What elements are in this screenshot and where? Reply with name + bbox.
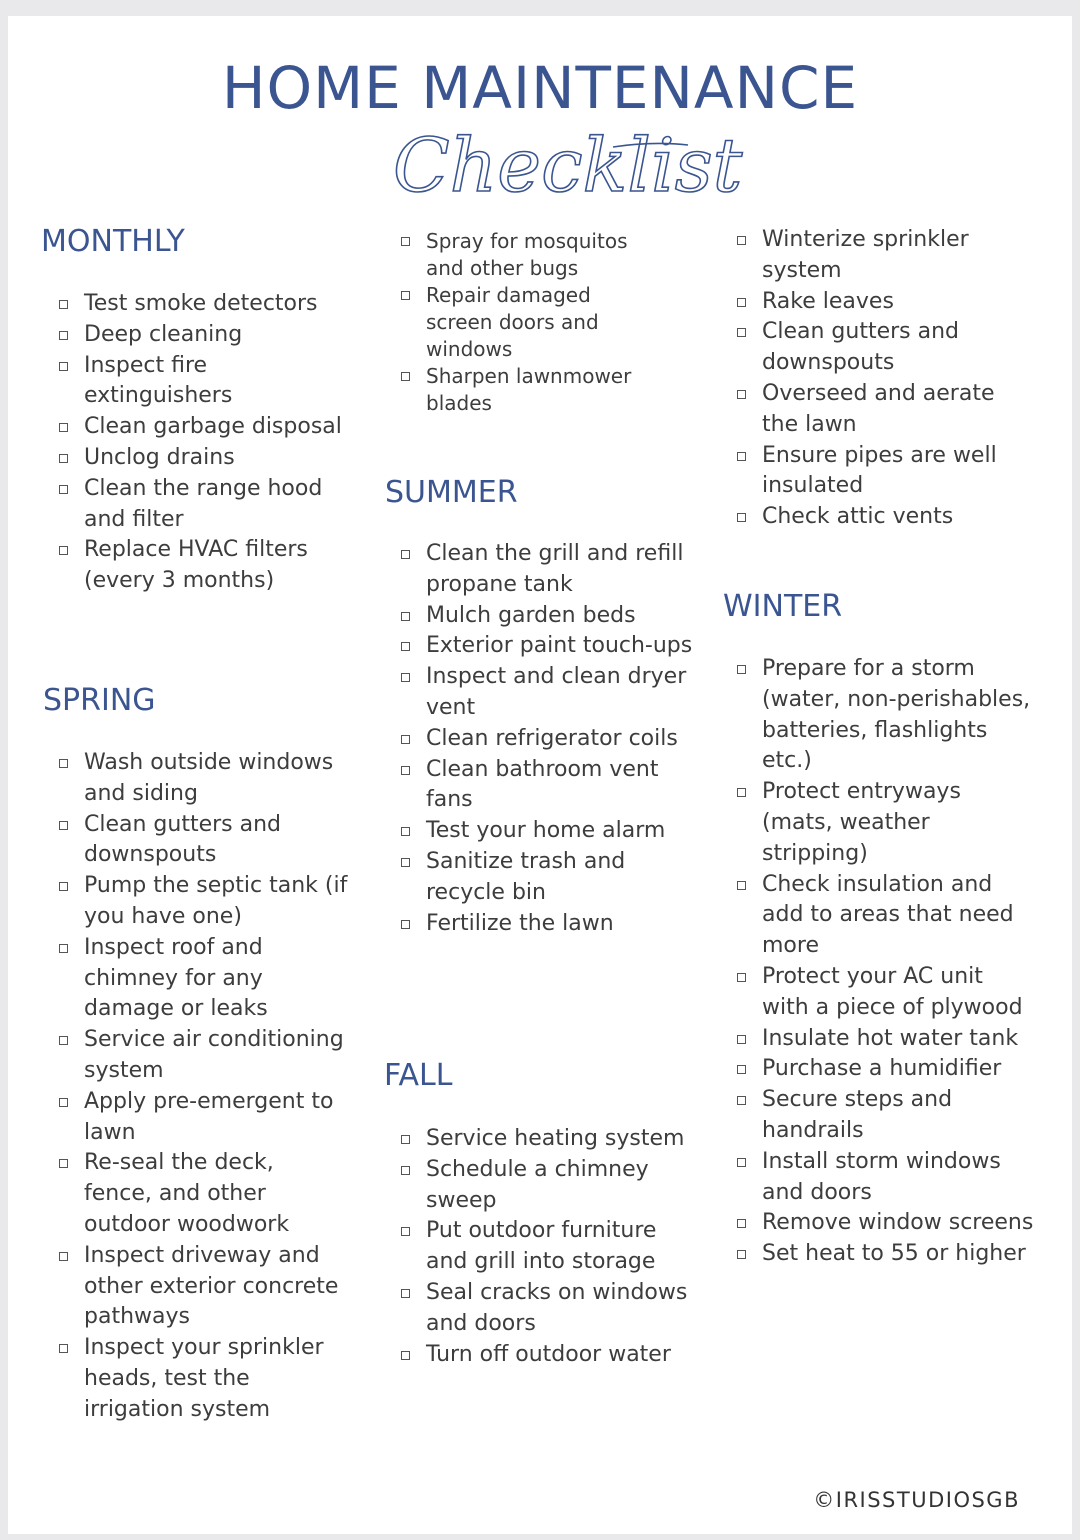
list-item[interactable]: Deep cleaning [56, 320, 348, 351]
checkbox-icon[interactable] [737, 1219, 746, 1228]
copyright-text: ©IRISSTUDIOSGB [813, 1488, 1020, 1512]
checkbox-icon[interactable] [59, 485, 68, 494]
checkbox-icon[interactable] [401, 1166, 410, 1175]
list-item[interactable]: Turn off outdoor water [398, 1340, 690, 1371]
checkbox-icon[interactable] [401, 1227, 410, 1236]
checkbox-icon[interactable] [737, 881, 746, 890]
section-heading-monthly: MONTHLY [41, 224, 185, 259]
list-item[interactable]: Inspect fire extinguishers [56, 351, 348, 413]
checkbox-icon[interactable] [401, 550, 410, 559]
checkbox-icon[interactable] [401, 920, 410, 929]
checkbox-icon[interactable] [737, 1250, 746, 1259]
monthly-list [56, 289, 348, 597]
list-item[interactable]: Clean gutters and downspouts [56, 810, 348, 872]
checkbox-icon[interactable] [737, 513, 746, 522]
checkbox-icon[interactable] [59, 546, 68, 555]
list-item[interactable]: Prepare for a storm (water, non-perishables, batteries, flashlights etc.) [734, 654, 1034, 777]
list-item[interactable]: Protect your AC unit with a piece of plywood [734, 962, 1034, 1024]
checkbox-icon[interactable] [59, 882, 68, 891]
svg-text:Checklist: Checklist [393, 123, 743, 209]
list-item[interactable]: Mulch garden beds [398, 601, 694, 632]
list-item[interactable]: Inspect driveway and other exterior concrete pathways [56, 1241, 348, 1333]
checkbox-icon[interactable] [737, 665, 746, 674]
checkbox-icon[interactable] [401, 1289, 410, 1298]
checkbox-icon[interactable] [59, 759, 68, 768]
checkbox-icon[interactable] [401, 766, 410, 775]
list-item[interactable]: Remove window screens [734, 1208, 1034, 1239]
list-item[interactable]: Pump the septic tank (if you have one) [56, 871, 348, 933]
checkbox-icon[interactable] [59, 454, 68, 463]
checkbox-icon[interactable] [737, 788, 746, 797]
list-item[interactable]: Inspect roof and chimney for any damage or leaks [56, 933, 348, 1025]
list-item[interactable]: Seal cracks on windows and doors [398, 1278, 690, 1340]
list-item[interactable]: Secure steps and handrails [734, 1085, 1034, 1147]
checkbox-icon[interactable] [59, 1344, 68, 1353]
list-item[interactable]: Install storm windows and doors [734, 1147, 1034, 1209]
checkbox-icon[interactable] [401, 1135, 410, 1144]
list-item[interactable]: Set heat to 55 or higher [734, 1239, 1034, 1270]
list-item[interactable]: Exterior paint touch-ups [398, 631, 694, 662]
section-heading-fall: FALL [384, 1058, 453, 1093]
checkbox-icon[interactable] [59, 1252, 68, 1261]
list-item[interactable]: Unclog drains [56, 443, 348, 474]
page-title: HOME MAINTENANCE [221, 54, 859, 122]
checkbox-icon[interactable] [737, 452, 746, 461]
list-item[interactable]: Clean the range hood and filter [56, 474, 348, 536]
section-heading-spring: SPRING [43, 683, 156, 718]
list-item[interactable]: Overseed and aerate the lawn [734, 379, 1024, 441]
checkbox-icon[interactable] [59, 944, 68, 953]
list-item[interactable]: Check attic vents [734, 502, 1024, 533]
list-item[interactable]: Service air conditioning system [56, 1025, 348, 1087]
summer-list [398, 539, 694, 939]
checkbox-icon[interactable] [737, 1158, 746, 1167]
list-item[interactable]: Schedule a chimney sweep [398, 1155, 690, 1217]
checkbox-icon[interactable] [59, 300, 68, 309]
list-item[interactable]: Protect entryways (mats, weather stripping) [734, 777, 1034, 869]
checkbox-icon[interactable] [401, 858, 410, 867]
checkbox-icon[interactable] [401, 612, 410, 621]
list-item[interactable]: Apply pre-emergent to lawn [56, 1087, 348, 1149]
section-heading-summer: SUMMER [385, 475, 518, 510]
section-heading-winter: WINTER [723, 589, 843, 624]
checkbox-icon[interactable] [737, 328, 746, 337]
checkbox-icon[interactable] [59, 821, 68, 830]
list-item[interactable]: Wash outside windows and siding [56, 748, 348, 810]
spring-list [56, 748, 348, 1426]
checkbox-icon[interactable] [401, 735, 410, 744]
list-item[interactable]: Clean the grill and refill propane tank [398, 539, 694, 601]
list-item[interactable]: Service heating system [398, 1124, 690, 1155]
fall-continued-list [734, 225, 1024, 533]
checkbox-icon[interactable] [59, 423, 68, 432]
checkbox-icon[interactable] [401, 1351, 410, 1360]
checkbox-icon[interactable] [737, 390, 746, 399]
checkbox-icon[interactable] [401, 372, 410, 381]
list-item[interactable]: Ensure pipes are well insulated [734, 441, 1024, 503]
checkbox-icon[interactable] [59, 331, 68, 340]
spring-continued-list [398, 228, 658, 417]
list-item[interactable]: Inspect and clean dryer vent [398, 662, 694, 724]
list-item[interactable]: Inspect your sprinkler heads, test the irrigation system [56, 1333, 348, 1425]
checkbox-icon[interactable] [401, 237, 410, 246]
checklist-page [8, 16, 1072, 1534]
checkbox-icon[interactable] [401, 642, 410, 651]
checkbox-icon[interactable] [59, 1098, 68, 1107]
checkbox-icon[interactable] [401, 827, 410, 836]
fall-list [398, 1124, 690, 1370]
list-item[interactable]: Repair damaged screen doors and windows [398, 282, 658, 363]
winter-list [734, 654, 1034, 1270]
checkbox-icon[interactable] [737, 973, 746, 982]
checklist-script-title [383, 111, 743, 221]
list-item[interactable]: Purchase a humidifier [734, 1054, 1034, 1085]
checkbox-icon[interactable] [737, 1065, 746, 1074]
list-item[interactable]: Sanitize trash and recycle bin [398, 847, 694, 909]
list-item[interactable]: Sharpen lawnmower blades [398, 363, 658, 417]
list-item[interactable]: Rake leaves [734, 287, 1024, 318]
list-item[interactable]: Test your home alarm [398, 816, 694, 847]
checkbox-icon[interactable] [737, 1096, 746, 1105]
list-item[interactable]: Clean bathroom vent fans [398, 755, 694, 817]
checkbox-icon[interactable] [59, 1036, 68, 1045]
list-item[interactable]: Re-seal the deck, fence, and other outdoor woodwork [56, 1148, 348, 1240]
list-item[interactable]: Fertilize the lawn [398, 909, 694, 940]
checkbox-icon[interactable] [737, 236, 746, 245]
list-item[interactable]: Clean refrigerator coils [398, 724, 694, 755]
list-item[interactable]: Spray for mosquitos and other bugs [398, 228, 658, 282]
checkbox-icon[interactable] [401, 673, 410, 682]
list-item[interactable]: Insulate hot water tank [734, 1024, 1034, 1055]
checkbox-icon[interactable] [59, 362, 68, 371]
checkbox-icon[interactable] [59, 1159, 68, 1168]
checkbox-icon[interactable] [401, 291, 410, 300]
list-item[interactable]: Replace HVAC filters (every 3 months) [56, 535, 348, 597]
list-item[interactable]: Clean gutters and downspouts [734, 317, 1024, 379]
list-item[interactable]: Check insulation and add to areas that need more [734, 870, 1034, 962]
checkbox-icon[interactable] [737, 1035, 746, 1044]
checkbox-icon[interactable] [737, 298, 746, 307]
list-item[interactable]: Clean garbage disposal [56, 412, 348, 443]
list-item[interactable]: Winterize sprinkler system [734, 225, 1024, 287]
list-item[interactable]: Test smoke detectors [56, 289, 348, 320]
list-item[interactable]: Put outdoor furniture and grill into storage [398, 1216, 690, 1278]
